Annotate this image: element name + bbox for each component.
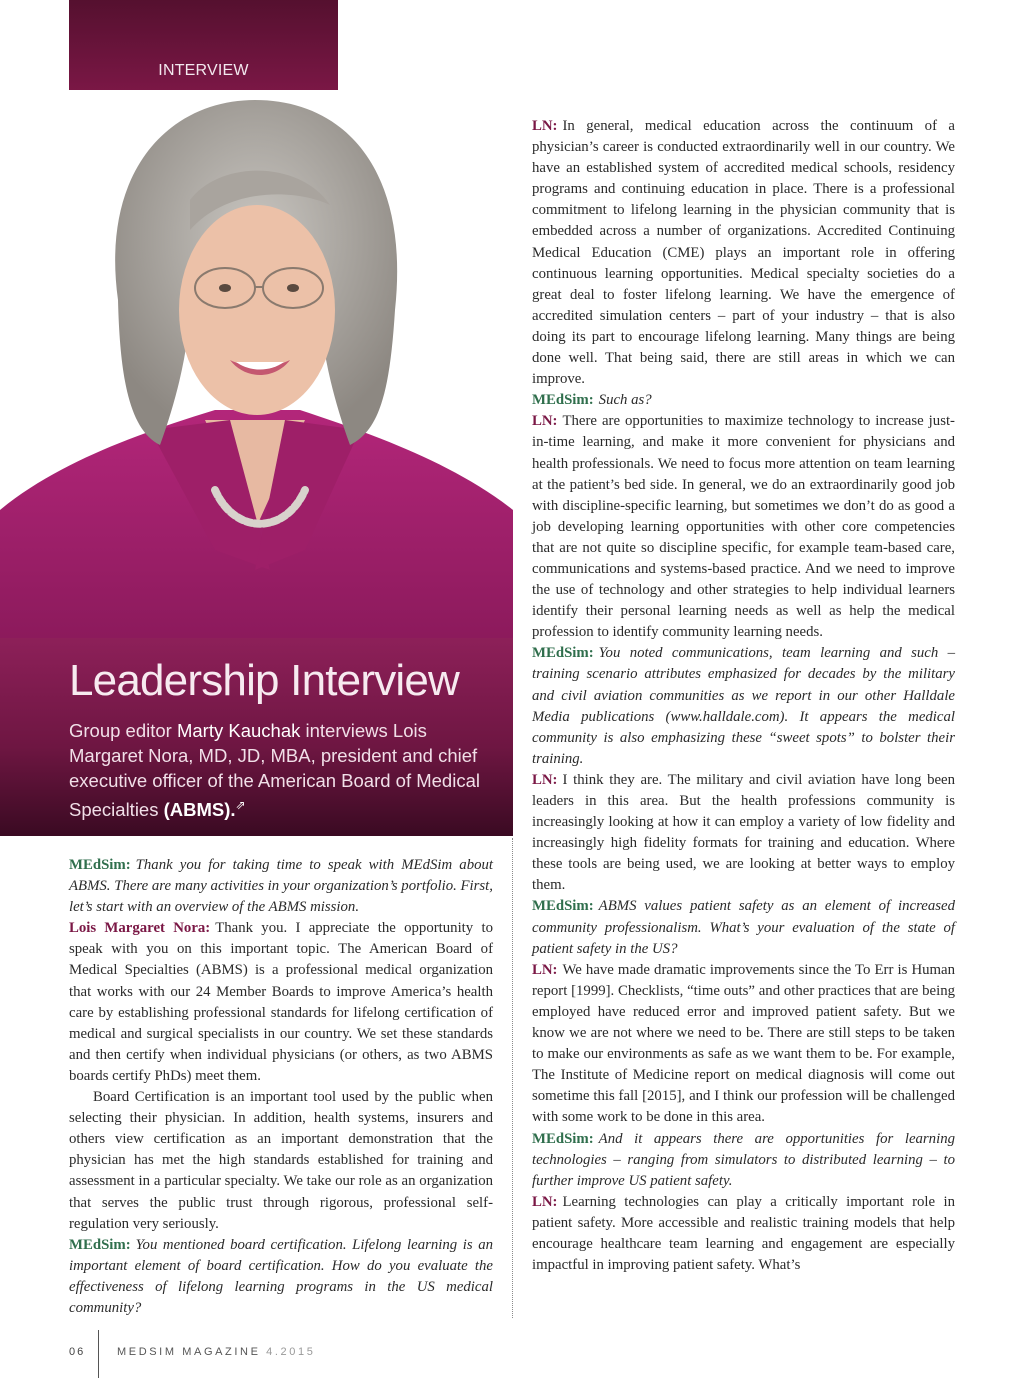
interview-paragraph <box>69 855 493 918</box>
magazine-name: MEDSIM MAGAZINE <box>117 1346 261 1358</box>
interview-paragraph <box>532 390 955 411</box>
section-tab-label: INTERVIEW <box>158 62 249 79</box>
issue-date: 4.2015 <box>266 1346 316 1358</box>
speaker-label: MEdSim: <box>532 645 594 662</box>
lead-panel <box>0 638 513 836</box>
speaker-label: MEdSim: <box>532 1130 594 1147</box>
interview-paragraph <box>532 116 955 390</box>
interview-paragraph <box>532 1129 955 1192</box>
section-tab <box>69 0 338 90</box>
interview-paragraph <box>532 960 955 1129</box>
external-link-icon[interactable]: ⇗ <box>235 798 246 812</box>
org-name: (ABMS). <box>163 799 236 821</box>
paragraph-text: Board Certification is an important tool used by the public when selecting their physician. In addition, health systems, insurers and others view certification as an important demonstration that the physician has met the high standards established for training and assessment in a particular specialty. We take our role as an organization that serves the public trust through rigorous, professional self-regulation very seriously. <box>69 1089 493 1232</box>
speaker-label: LN: <box>532 771 558 788</box>
paragraph-text: I think they are. The military and civil aviation have long been leaders in this area. But the health professions community is increasingly looking at how it can employ a variety of low fidelity and increasingly high fidelity formats for training and education. Where these tools are being used, we are looking at better ways to employ them. <box>532 771 955 894</box>
paragraph-text: ABMS values patient safety as an element of increased community professionalism. What’s your evaluation of the state of patient safety in the US? <box>532 898 955 957</box>
left-text-column <box>69 855 493 1319</box>
paragraph-text: Learning technologies can play a critically important role in patient safety. More accessible and realistic training models that help encourage healthcare team learning and engagement are especially impactful in improving patient safety. What’s <box>532 1193 955 1274</box>
speaker-label: LN: <box>532 961 558 978</box>
paragraph-text: You mentioned board certification. Lifelong learning is an important element of board certification. How do you evaluate the effectiveness of lifelong learning programs in the US medical community? <box>69 1236 493 1316</box>
interview-paragraph <box>69 1235 493 1319</box>
speaker-label: MEdSim: <box>69 1236 131 1253</box>
speaker-label: Lois Margaret Nora: <box>69 920 211 937</box>
deck-intro: Group editor <box>69 720 177 741</box>
paragraph-text: We have made dramatic improvements since the To Err is Human report [1999]. Checklists, “time outs” and other practices that are being employed have reduced error and improved patient safety. But we know we are not where we need to be. There are still steps to be taken to make our environments as safe as we want them to be. For example, The Institute of Medicine report on medical diagnosis will come out sometime this fall [2015], and I think our profession will be challenged with some work to be done in this area. <box>532 961 955 1126</box>
portrait-photo <box>0 90 513 638</box>
interview-paragraph <box>69 1087 493 1235</box>
interview-paragraph <box>532 896 955 959</box>
portrait-illustration <box>0 90 513 638</box>
paragraph-text: And it appears there are opportunities for learning technologies – ranging from simulators to distributed learning – to further improve US patient safety. <box>532 1130 955 1189</box>
editor-name: Marty Kauchak <box>176 720 301 741</box>
interview-paragraph <box>532 1192 955 1276</box>
speaker-label: LN: <box>532 118 558 134</box>
interview-paragraph <box>532 643 955 770</box>
speaker-label: LN: <box>532 413 558 430</box>
article-deck <box>69 718 499 822</box>
speaker-label: LN: <box>532 1193 558 1210</box>
footer-rule <box>98 1330 99 1378</box>
paragraph-text: Such as? <box>598 392 652 409</box>
right-text-column <box>532 116 955 1276</box>
interview-paragraph <box>532 411 955 643</box>
paragraph-text: You noted communications, team learning and such – training scenario attributes emphasized for decades by the military and civil aviation communities as we report in our other Halldale Media publications (www.halldale.com). It appears the medical community is also emphasizing these “sweet spots” to bolster their training. <box>532 645 955 767</box>
footer-magazine <box>117 1346 315 1358</box>
paragraph-text: There are opportunities to maximize technology to increase just-in-time learning, and make it more convenient for physicians and health professionals. We need to focus more attention on team learning at the patient’s bed side. In general, we do an extraordinarily good job with discipline-specific learning, but sometimes we don’t do as good a job developing learning opportunities with other core competencies that are not quite so discipline specific, for example team-based care, communications and systems-based practice. And we need to improve the use of technology and other strategies to help individual learners identify their personal learning needs as well as help the medical profession to identify community learning needs. <box>532 413 955 641</box>
page-number: 06 <box>69 1346 86 1358</box>
speaker-label: MEdSim: <box>532 392 594 409</box>
article-title: Leadership Interview <box>69 656 460 705</box>
deck-body: interviews Lois Margaret Nora, MD, JD, MBA, president and chief executive officer of the American Board of Medical Specialties <box>69 720 480 821</box>
interview-paragraph <box>69 918 493 1087</box>
paragraph-text: In general, medical education across the continuum of a physician’s career is conducted extraordinarily well in our country. We have an established system of accredited medical schools, residency programs and continuing education in place. There is a professional commitment to lifelong learning in the physician community that is embedded across a number of organizations. Accredited Continuing Medical Education (CME) plays an important role in offering continuous learning opportunities. Medical specialty societies do a great deal to foster lifelong learning. We have the emergence of accredited simulation centers – part of your industry – that is also doing its part to encourage lifelong learning. Many things are being done well. That being said, there are still areas in which we can improve. <box>532 118 955 388</box>
interview-paragraph <box>532 770 955 897</box>
speaker-label: MEdSim: <box>532 898 594 915</box>
speaker-label: MEdSim: <box>69 857 131 873</box>
paragraph-text: Thank you. I appreciate the opportunity to speak with you on this important topic. The American Board of Medical Specialties (ABMS) is a professional medical organization that works with our 24 Member Boards to improve America’s health care by establishing professional standards for lifelong certification of medical and surgical specialists in our country. We set these standards and then certify when individual physicians (or others, as two ABMS boards certify PhDs) meet them. <box>69 920 493 1084</box>
column-divider <box>512 838 513 1318</box>
paragraph-text: Thank you for taking time to speak with MEdSim about ABMS. There are many activities in your organization’s portfolio. First, let’s start with an overview of the ABMS mission. <box>69 857 493 916</box>
